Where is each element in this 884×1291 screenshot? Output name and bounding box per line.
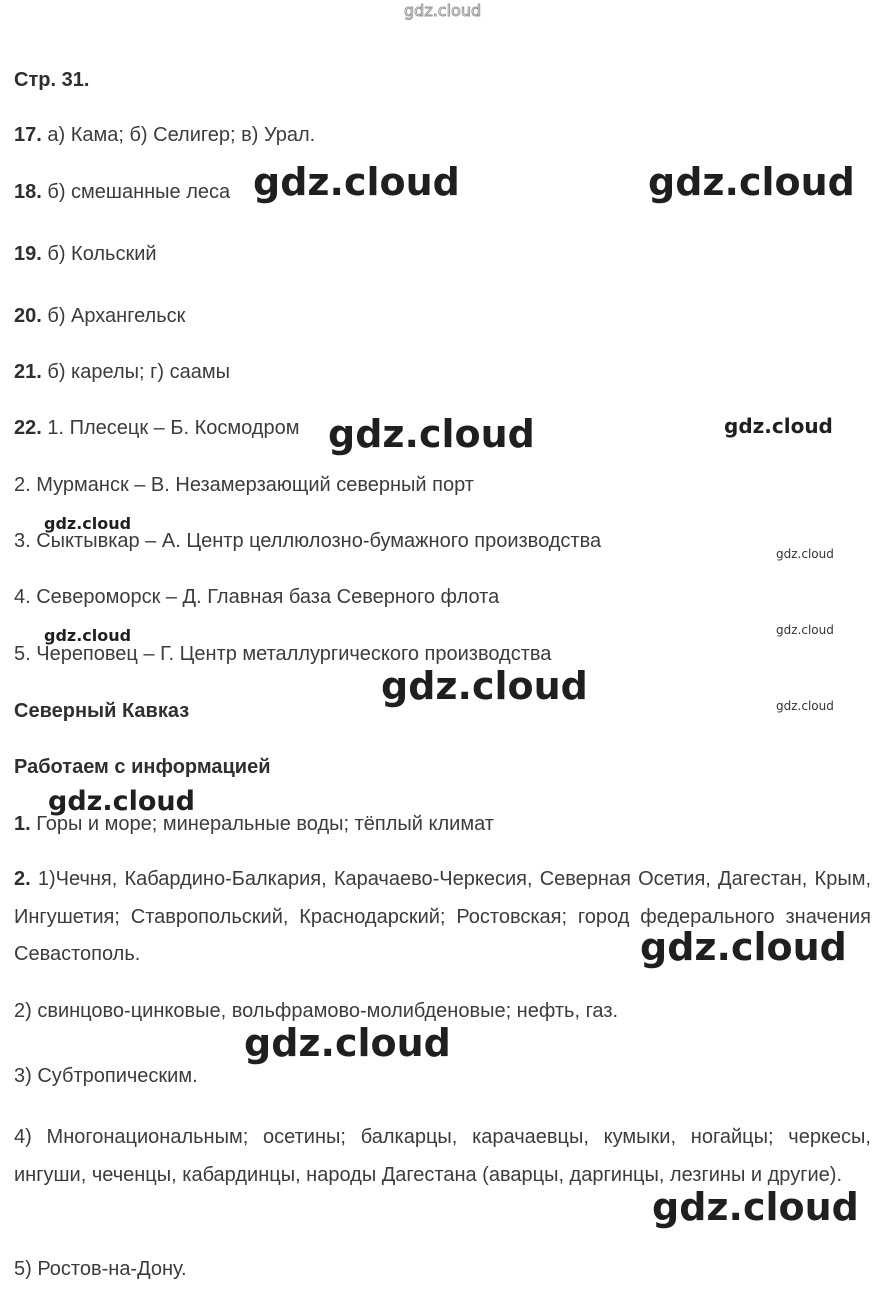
answer-number: 2.	[14, 868, 31, 890]
answer-18	[14, 179, 230, 205]
watermark: gdz.cloud	[48, 786, 195, 817]
watermark: gdz.cloud	[652, 1185, 859, 1229]
subsection-title: Работаем с информацией	[14, 756, 271, 778]
answer-19	[14, 241, 157, 267]
watermark: gdz.cloud	[44, 514, 132, 533]
answer-text: б) карелы; г) саамы	[47, 361, 230, 383]
answer-text: б) Архангельск	[47, 305, 186, 327]
answer-number: 17.	[14, 124, 42, 146]
answer-number: 22.	[14, 417, 42, 439]
answer-number: 20.	[14, 305, 42, 327]
watermark: gdz.cloud	[44, 626, 132, 645]
header-watermark: gdz.cloud	[404, 1, 482, 20]
page-reference: Стр. 31.	[14, 69, 90, 91]
answer-text: б) смешанные леса	[47, 181, 231, 203]
answer-text: 1)Чечня, Кабардино-Балкария, Карачаево-Черкесия, Северная Осетия, Дагестан, Крым, Ингушетия; Ставропольский, Краснодарский; Ростовская; город федерального значения Севастополь.	[14, 868, 871, 965]
watermark: gdz.cloud	[776, 623, 834, 637]
section-title: Северный Кавказ	[14, 700, 190, 722]
answer-22	[14, 415, 299, 441]
match-item: 2. Мурманск – В. Незамерзающий северный порт	[14, 474, 474, 496]
answer-text: Горы и море; минеральные воды; тёплый климат	[36, 813, 494, 835]
answer-text: 1. Плесецк – Б. Космодром	[47, 417, 300, 439]
watermark: gdz.cloud	[328, 412, 535, 456]
watermark: gdz.cloud	[776, 547, 834, 561]
watermark: gdz.cloud	[724, 414, 833, 438]
answer-text: а) Кама; б) Селигер; в) Урал.	[47, 124, 316, 146]
answer-number: 19.	[14, 243, 42, 265]
info-answer-2-3: 3) Субтропическим.	[14, 1065, 198, 1087]
watermark: gdz.cloud	[640, 925, 847, 969]
answer-number: 21.	[14, 361, 42, 383]
match-item: 3. Сыктывкар – А. Центр целлюлозно-бумажного производства	[14, 530, 602, 552]
info-answer-2-5: 5) Ростов-на-Дону.	[14, 1258, 187, 1280]
answer-text: б) Кольский	[47, 243, 157, 265]
match-item: 5. Череповец – Г. Центр металлургического производства	[14, 643, 552, 665]
watermark: gdz.cloud	[381, 664, 588, 708]
answer-17	[14, 122, 315, 148]
answer-number: 18.	[14, 181, 42, 203]
answer-number: 1.	[14, 813, 31, 835]
watermark: gdz.cloud	[244, 1021, 451, 1065]
watermark: gdz.cloud	[776, 699, 834, 713]
info-answer-2-2: 2) свинцово-цинковые, вольфрамово-молибденовые; нефть, газ.	[14, 1000, 619, 1022]
answer-21	[14, 359, 230, 385]
answer-20	[14, 303, 185, 329]
match-item: 4. Североморск – Д. Главная база Северного флота	[14, 586, 500, 608]
watermark: gdz.cloud	[648, 160, 855, 204]
watermark: gdz.cloud	[253, 160, 460, 204]
info-answer-2-4: 4) Многонациональным; осетины; балкарцы, карачаевцы, кумыки, ногайцы; черкесы, ингуши, чеченцы, кабардинцы, народы Дагестана (аварцы, даргинцы, лезгины и другие).	[14, 1126, 871, 1186]
